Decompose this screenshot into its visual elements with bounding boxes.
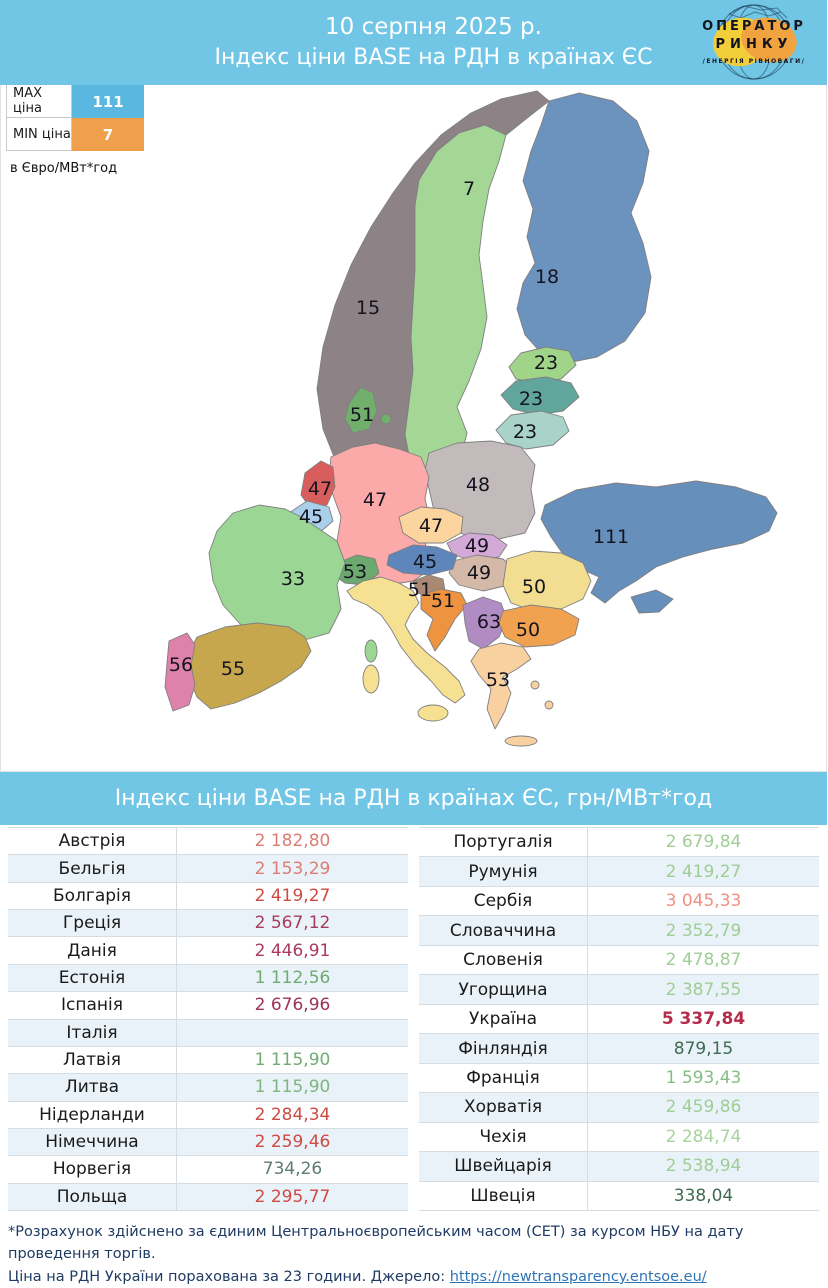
map-legend	[6, 85, 144, 176]
table-row	[8, 937, 408, 964]
table-row	[419, 946, 819, 975]
table-row	[8, 965, 408, 992]
legend-unit: в Євро/МВт*год	[10, 161, 118, 176]
date-title: 10 серпня 2025 р.	[325, 14, 542, 41]
country-name: Чехія	[419, 1123, 588, 1151]
price-table-right	[419, 827, 819, 1211]
country-value: 2 419,27	[665, 861, 742, 882]
table-row	[419, 1093, 819, 1122]
table-row	[419, 828, 819, 857]
country-value-portugal: 56	[168, 654, 194, 676]
country-name: Україна	[419, 1005, 588, 1033]
logo-line1: ОПЕРАТОР	[702, 19, 806, 34]
country-value: 2 284,34	[254, 1104, 331, 1125]
table-row	[8, 1020, 408, 1047]
country-value: 2 478,87	[665, 950, 742, 971]
country-name: Словенія	[419, 946, 588, 974]
table-row	[8, 828, 408, 855]
logo-tagline: /ЕНЕРГІЯ РІВНОВАГИ/	[702, 58, 806, 65]
table-row	[8, 992, 408, 1019]
legend-max-label: MAX ціна	[6, 85, 72, 118]
country-name: Бельгія	[8, 855, 177, 881]
table-row	[419, 1182, 819, 1211]
country-value: 2 419,27	[254, 885, 331, 906]
country-value-greece: 53	[485, 669, 511, 691]
country-name: Данія	[8, 937, 177, 963]
country-value-belgium: 45	[298, 506, 324, 528]
country-name: Естонія	[8, 965, 177, 991]
country-name: Угорщина	[419, 975, 588, 1003]
legend-max-value: 111	[72, 85, 144, 118]
country-value-slovakia: 49	[464, 535, 490, 557]
table-row	[419, 857, 819, 886]
table-row	[8, 1102, 408, 1129]
country-finland	[517, 93, 651, 363]
country-name: Болгарія	[8, 883, 177, 909]
country-value-serbia: 63	[476, 611, 502, 633]
country-value-france: 33	[280, 568, 306, 590]
table-row	[419, 1152, 819, 1181]
country-value-croatia: 51	[430, 590, 456, 612]
footer	[0, 1211, 827, 1285]
header	[0, 0, 827, 85]
country-value-slovenia: 51	[407, 579, 433, 601]
country-name: Португалія	[419, 828, 588, 856]
country-value-poland: 48	[465, 474, 491, 496]
country-value: 1 112,56	[254, 967, 331, 988]
country-value: 2 679,84	[665, 832, 742, 853]
country-value: 2 295,77	[254, 1186, 331, 1207]
entsoe-link[interactable]: https://newtransparency.entsoe.eu/	[449, 1268, 707, 1285]
country-name: Швеція	[419, 1182, 588, 1210]
country-value: 2 387,55	[665, 979, 742, 1000]
country-value-lithuania: 23	[512, 421, 538, 443]
country-value: 2 567,12	[254, 913, 331, 934]
country-spain	[187, 623, 311, 709]
country-value: 734,26	[262, 1159, 323, 1180]
country-name: Німеччина	[8, 1129, 177, 1155]
table-row	[419, 1064, 819, 1093]
table-row	[8, 1184, 408, 1211]
country-name: Нідерланди	[8, 1102, 177, 1128]
country-value-switzerland: 53	[342, 561, 368, 583]
country-value-czechia: 47	[418, 515, 444, 537]
map-section	[0, 85, 827, 772]
country-value-romania: 50	[521, 576, 547, 598]
logo-line2: РИНКУ	[715, 37, 793, 52]
country-value-sweden: 7	[462, 178, 476, 200]
country-value: 2 153,29	[254, 858, 331, 879]
table-row	[8, 1047, 408, 1074]
table-row	[8, 910, 408, 937]
country-value: 2 676,96	[254, 995, 331, 1016]
country-value: 2 459,86	[665, 1097, 742, 1118]
country-value: 2 446,91	[254, 940, 331, 961]
legend-min-value: 7	[72, 118, 144, 151]
country-value-germany: 47	[362, 489, 388, 511]
europe-price-map	[1, 85, 828, 771]
country-name: Румунія	[419, 857, 588, 885]
country-value-hungary: 49	[466, 562, 492, 584]
table-row	[8, 883, 408, 910]
table-title: Індекс ціни BASE на РДН в країнах ЄС, грн/МВт*год	[0, 772, 827, 825]
country-value: 1 115,90	[254, 1050, 331, 1071]
country-value: 3 045,33	[665, 891, 742, 912]
country-name: Словаччина	[419, 916, 588, 944]
country-value: 2 182,80	[254, 831, 331, 852]
table-row	[419, 916, 819, 945]
table-row	[8, 1156, 408, 1183]
country-value-austria: 45	[412, 551, 438, 573]
country-value: 2 352,79	[665, 920, 742, 941]
country-greece	[471, 643, 553, 746]
country-value: 5 337,84	[661, 1009, 746, 1030]
operator-rynku-logo	[689, 2, 819, 83]
country-value	[177, 1020, 408, 1046]
page-title: Індекс ціни BASE на РДН в країнах ЄС	[214, 45, 653, 71]
country-value: 2 259,46	[254, 1132, 331, 1153]
country-name: Італія	[8, 1020, 177, 1046]
country-name: Норвегія	[8, 1156, 177, 1182]
country-value: 1 593,43	[665, 1067, 742, 1088]
table-row	[419, 1005, 819, 1034]
header-titles	[214, 12, 652, 73]
country-value: 338,04	[673, 1185, 734, 1206]
country-value: 879,15	[673, 1038, 734, 1059]
country-name: Латвія	[8, 1047, 177, 1073]
table-row	[419, 1034, 819, 1063]
country-name: Австрія	[8, 828, 177, 854]
table-row	[8, 855, 408, 882]
footer-source-text: Ціна на РДН України порахована за 23 години. Джерело:	[8, 1268, 450, 1285]
table-row	[8, 1129, 408, 1156]
country-value-latvia: 23	[518, 388, 544, 410]
price-tables	[0, 825, 827, 1211]
country-value-norway: 15	[355, 297, 381, 319]
country-value-netherlands: 47	[307, 478, 333, 500]
country-value-spain: 55	[220, 658, 246, 680]
country-value-bulgaria: 50	[515, 619, 541, 641]
price-table-left	[8, 827, 408, 1211]
country-name: Франція	[419, 1064, 588, 1092]
legend-min-row	[6, 118, 144, 151]
legend-min-label: MIN ціна	[6, 118, 72, 151]
country-value-denmark: 51	[349, 404, 375, 426]
country-value: 2 538,94	[665, 1156, 742, 1177]
logo-text	[689, 19, 819, 65]
country-name: Іспанія	[8, 992, 177, 1018]
table-row	[419, 1123, 819, 1152]
country-value: 2 284,74	[665, 1126, 742, 1147]
footer-note: *Розрахунок здійснено за єдиним Центральноєвропейським часом (СЕТ) за курсом НБУ на дату проведення торгів.	[8, 1224, 744, 1263]
country-value-finland: 18	[534, 266, 560, 288]
country-name: Литва	[8, 1074, 177, 1100]
table-row	[419, 887, 819, 916]
country-value: 1 115,90	[254, 1077, 331, 1098]
country-sweden	[405, 125, 506, 477]
table-row	[419, 975, 819, 1004]
country-value-ukraine: 111	[592, 526, 630, 548]
country-name: Сербія	[419, 887, 588, 915]
country-name: Польща	[8, 1184, 177, 1210]
table-row	[8, 1074, 408, 1101]
country-name: Греція	[8, 910, 177, 936]
legend-max-row	[6, 85, 144, 118]
country-name: Фінляндія	[419, 1034, 588, 1062]
footer-source	[8, 1266, 827, 1288]
country-name: Швейцарія	[419, 1152, 588, 1180]
country-value-estonia: 23	[533, 352, 559, 374]
country-name: Хорватія	[419, 1093, 588, 1121]
